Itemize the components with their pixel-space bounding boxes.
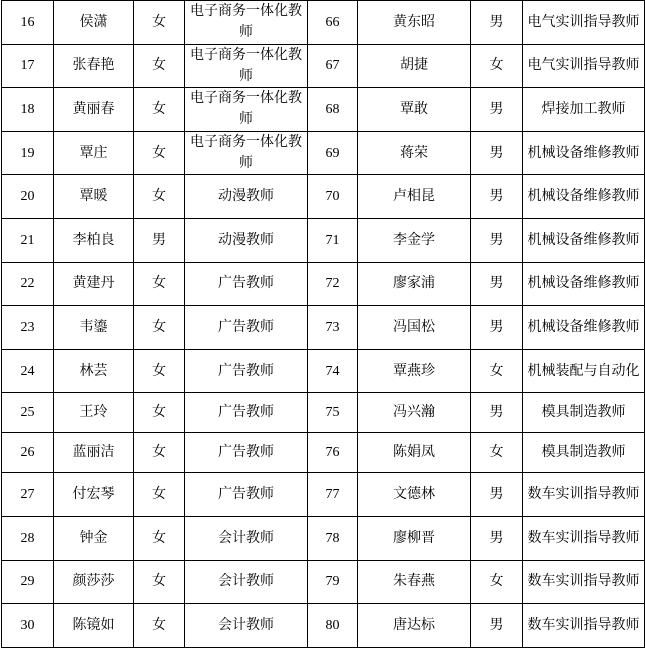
name-cell: 黄东昭 — [358, 1, 471, 45]
name-cell: 付宏琴 — [54, 473, 134, 517]
index-cell: 17 — [2, 44, 54, 88]
table-row — [2, 88, 645, 132]
index-cell: 70 — [308, 175, 358, 219]
position-cell: 数车实训指导教师 — [523, 516, 645, 560]
name-cell: 冯兴瀚 — [358, 393, 471, 433]
name-cell: 侯潇 — [54, 1, 134, 45]
gender-cell: 男 — [134, 218, 185, 262]
name-cell: 覃燕珍 — [358, 349, 471, 393]
position-cell: 电气实训指导教师 — [523, 1, 645, 45]
name-cell: 钟金 — [54, 516, 134, 560]
name-cell: 张春艳 — [54, 44, 134, 88]
name-cell: 李柏良 — [54, 218, 134, 262]
table-row — [2, 306, 645, 350]
gender-cell: 男 — [471, 175, 523, 219]
name-cell: 韦鎏 — [54, 306, 134, 350]
gender-cell: 女 — [471, 349, 523, 393]
name-cell: 唐达标 — [358, 604, 471, 648]
index-cell: 68 — [308, 88, 358, 132]
position-cell: 电子商务一体化教师 — [185, 88, 308, 132]
gender-cell: 女 — [134, 262, 185, 306]
index-cell: 79 — [308, 560, 358, 604]
name-cell: 廖家浦 — [358, 262, 471, 306]
position-cell: 机械设备维修教师 — [523, 262, 645, 306]
index-cell: 27 — [2, 473, 54, 517]
position-cell: 动漫教师 — [185, 175, 308, 219]
name-cell: 冯国松 — [358, 306, 471, 350]
name-cell: 陈娟凤 — [358, 433, 471, 473]
gender-cell: 男 — [471, 218, 523, 262]
gender-cell: 女 — [134, 349, 185, 393]
index-cell: 25 — [2, 393, 54, 433]
position-cell: 广告教师 — [185, 349, 308, 393]
name-cell: 颜莎莎 — [54, 560, 134, 604]
index-cell: 18 — [2, 88, 54, 132]
gender-cell: 男 — [471, 88, 523, 132]
table-row — [2, 393, 645, 433]
position-cell: 模具制造教师 — [523, 433, 645, 473]
table-row — [2, 262, 645, 306]
gender-cell: 男 — [471, 473, 523, 517]
index-cell: 30 — [2, 604, 54, 648]
name-cell: 李金学 — [358, 218, 471, 262]
position-cell: 会计教师 — [185, 560, 308, 604]
gender-cell: 女 — [134, 175, 185, 219]
index-cell: 67 — [308, 44, 358, 88]
index-cell: 69 — [308, 131, 358, 175]
name-cell: 朱春燕 — [358, 560, 471, 604]
position-cell: 数车实训指导教师 — [523, 473, 645, 517]
index-cell: 73 — [308, 306, 358, 350]
index-cell: 19 — [2, 131, 54, 175]
index-cell: 22 — [2, 262, 54, 306]
name-cell: 林芸 — [54, 349, 134, 393]
index-cell: 20 — [2, 175, 54, 219]
index-cell: 21 — [2, 218, 54, 262]
name-cell: 胡捷 — [358, 44, 471, 88]
position-cell: 机械设备维修教师 — [523, 175, 645, 219]
table-row — [2, 516, 645, 560]
index-cell: 66 — [308, 1, 358, 45]
name-cell: 黄丽春 — [54, 88, 134, 132]
table-row — [2, 604, 645, 648]
gender-cell: 女 — [134, 560, 185, 604]
table-row — [2, 1, 645, 45]
index-cell: 26 — [2, 433, 54, 473]
index-cell: 71 — [308, 218, 358, 262]
gender-cell: 女 — [134, 88, 185, 132]
gender-cell: 男 — [471, 516, 523, 560]
name-cell: 黄建丹 — [54, 262, 134, 306]
table-row — [2, 131, 645, 175]
table-row — [2, 433, 645, 473]
gender-cell: 男 — [471, 393, 523, 433]
index-cell: 23 — [2, 306, 54, 350]
index-cell: 72 — [308, 262, 358, 306]
table-row — [2, 218, 645, 262]
table-row — [2, 44, 645, 88]
gender-cell: 女 — [471, 433, 523, 473]
position-cell: 机械装配与自动化 — [523, 349, 645, 393]
gender-cell: 男 — [471, 1, 523, 45]
position-cell: 广告教师 — [185, 306, 308, 350]
index-cell: 16 — [2, 1, 54, 45]
position-cell: 广告教师 — [185, 393, 308, 433]
index-cell: 77 — [308, 473, 358, 517]
gender-cell: 女 — [134, 516, 185, 560]
position-cell: 电气实训指导教师 — [523, 44, 645, 88]
position-cell: 广告教师 — [185, 473, 308, 517]
index-cell: 75 — [308, 393, 358, 433]
position-cell: 动漫教师 — [185, 218, 308, 262]
position-cell: 数车实训指导教师 — [523, 604, 645, 648]
table-row — [2, 560, 645, 604]
position-cell: 电子商务一体化教师 — [185, 1, 308, 45]
index-cell: 24 — [2, 349, 54, 393]
name-cell: 王玲 — [54, 393, 134, 433]
name-cell: 覃庄 — [54, 131, 134, 175]
gender-cell: 女 — [471, 560, 523, 604]
name-cell: 卢相昆 — [358, 175, 471, 219]
index-cell: 28 — [2, 516, 54, 560]
position-cell: 电子商务一体化教师 — [185, 44, 308, 88]
position-cell: 数车实训指导教师 — [523, 560, 645, 604]
name-cell: 文德林 — [358, 473, 471, 517]
index-cell: 78 — [308, 516, 358, 560]
gender-cell: 女 — [134, 393, 185, 433]
position-cell: 机械设备维修教师 — [523, 131, 645, 175]
table-row — [2, 349, 645, 393]
staff-table — [1, 0, 645, 648]
index-cell: 80 — [308, 604, 358, 648]
position-cell: 会计教师 — [185, 516, 308, 560]
position-cell: 机械设备维修教师 — [523, 218, 645, 262]
position-cell: 会计教师 — [185, 604, 308, 648]
name-cell: 覃敢 — [358, 88, 471, 132]
position-cell: 电子商务一体化教师 — [185, 131, 308, 175]
name-cell: 陈镜如 — [54, 604, 134, 648]
name-cell: 蒋荣 — [358, 131, 471, 175]
position-cell: 机械设备维修教师 — [523, 306, 645, 350]
position-cell: 广告教师 — [185, 433, 308, 473]
gender-cell: 女 — [134, 131, 185, 175]
index-cell: 29 — [2, 560, 54, 604]
gender-cell: 女 — [134, 433, 185, 473]
name-cell: 廖柳晋 — [358, 516, 471, 560]
index-cell: 76 — [308, 433, 358, 473]
gender-cell: 女 — [134, 44, 185, 88]
name-cell: 蓝丽洁 — [54, 433, 134, 473]
name-cell: 覃暖 — [54, 175, 134, 219]
gender-cell: 女 — [134, 306, 185, 350]
gender-cell: 女 — [134, 473, 185, 517]
position-cell: 广告教师 — [185, 262, 308, 306]
index-cell: 74 — [308, 349, 358, 393]
gender-cell: 男 — [471, 131, 523, 175]
table-row — [2, 473, 645, 517]
position-cell: 模具制造教师 — [523, 393, 645, 433]
staff-table-body — [2, 1, 645, 648]
gender-cell: 女 — [471, 44, 523, 88]
gender-cell: 男 — [471, 306, 523, 350]
gender-cell: 男 — [471, 262, 523, 306]
gender-cell: 女 — [134, 1, 185, 45]
table-row — [2, 175, 645, 219]
position-cell: 焊接加工教师 — [523, 88, 645, 132]
gender-cell: 女 — [134, 604, 185, 648]
gender-cell: 男 — [471, 604, 523, 648]
